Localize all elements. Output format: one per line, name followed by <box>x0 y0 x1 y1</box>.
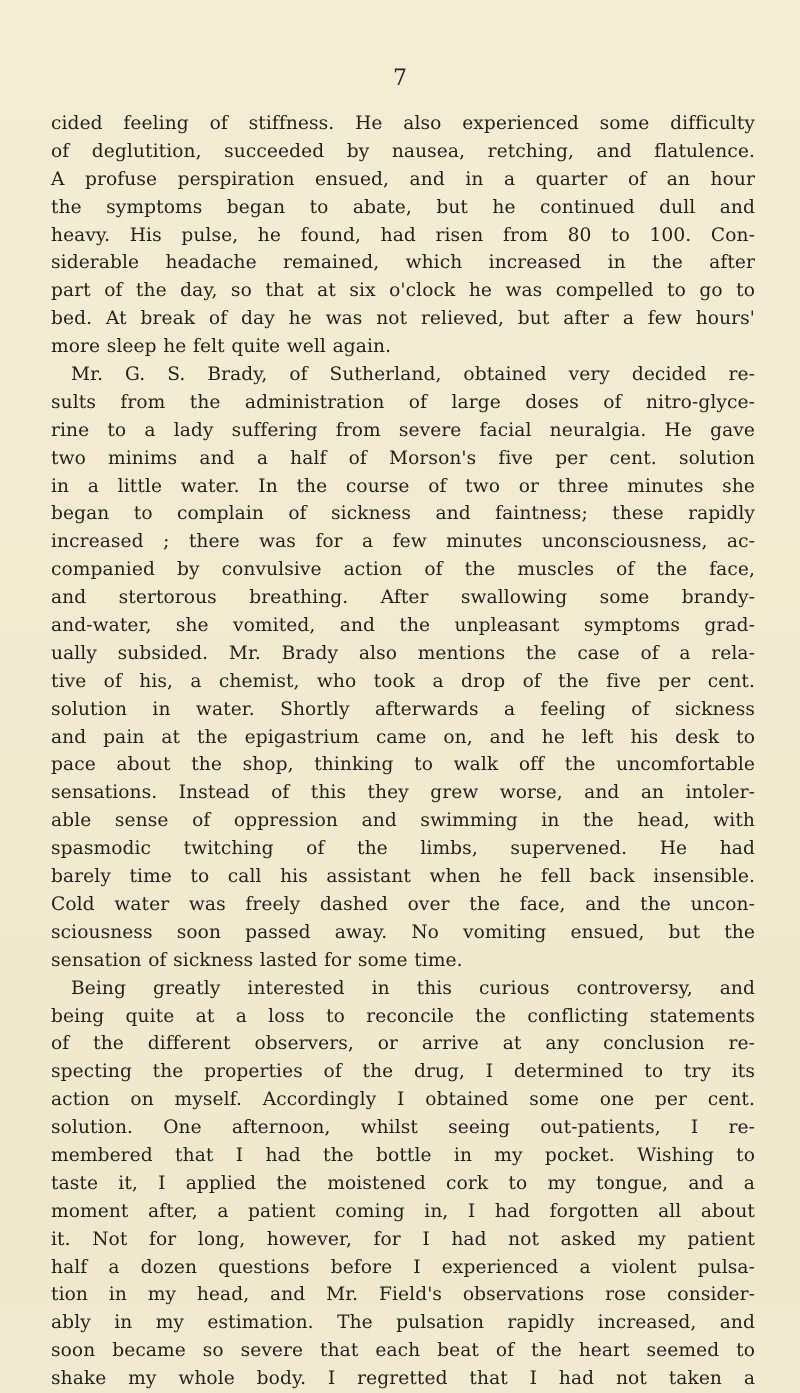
text-line: spasmodic twitching of the limbs, supervened. He had <box>51 838 755 860</box>
paragraph <box>51 110 755 361</box>
text-line: began to complain of sickness and faintness; these rapidly <box>51 503 755 525</box>
text-line: membered that I had the bottle in my pocket. Wishing to <box>51 1144 755 1166</box>
text-line: part of the day, so that at six o'clock he was compelled to go to <box>51 280 755 302</box>
text-line: ably in my estimation. The pulsation rapidly increased, and <box>51 1312 755 1334</box>
text-line: sensations. Instead of this they grew worse, and an intoler- <box>51 782 755 804</box>
paragraph <box>51 975 755 1393</box>
text-line: soon became so severe that each beat of the heart seemed to <box>51 1340 755 1362</box>
text-line: and pain at the epigastrium came on, and he left his desk to <box>51 726 755 748</box>
text-line: solution in water. Shortly afterwards a feeling of sickness <box>51 698 755 720</box>
text-line: being quite at a loss to reconcile the conflicting statements <box>51 1005 755 1027</box>
text-line: rine to a lady suffering from severe facial neuralgia. He gave <box>51 419 755 441</box>
paragraph <box>51 361 755 975</box>
text-line: Mr. G. S. Brady, of Sutherland, obtained very decided re- <box>71 364 755 386</box>
text-line: bed. At break of day he was not relieved, but after a few hours' <box>51 308 755 330</box>
text-line: of deglutition, succeeded by nausea, retching, and flatulence. <box>51 140 755 162</box>
text-line: action on myself. Accordingly I obtained some one per cent. <box>51 1089 755 1111</box>
text-line: taste it, I applied the moistened cork to my tongue, and a <box>51 1172 755 1194</box>
text-line: sciousness soon passed away. No vomiting ensued, but the <box>51 921 755 943</box>
text-line: siderable headache remained, which increased in the after <box>51 252 755 274</box>
text-line: Being greatly interested in this curious controversy, and <box>71 977 755 999</box>
text-line: A profuse perspiration ensued, and in a quarter of an hour <box>51 168 755 190</box>
text-line: heavy. His pulse, he found, had risen from 80 to 100. Con- <box>51 224 755 246</box>
text-line: pace about the shop, thinking to walk off the uncomfortable <box>51 754 755 776</box>
text-line: more sleep he felt quite well again. <box>51 336 392 358</box>
text-line: and stertorous breathing. After swallowing some brandy- <box>51 587 755 609</box>
text-line: shake my whole body. I regretted that I had not taken a <box>51 1368 755 1390</box>
text-line: Cold water was freely dashed over the face, and the uncon- <box>51 893 755 915</box>
text-line: of the different observers, or arrive at any conclusion re- <box>51 1033 755 1055</box>
text-line: the symptoms began to abate, but he continued dull and <box>51 196 755 218</box>
text-line: barely time to call his assistant when he fell back insensible. <box>51 866 755 888</box>
text-line: it. Not for long, however, for I had not asked my patient <box>51 1228 755 1250</box>
text-line: specting the properties of the drug, I determined to try its <box>51 1061 755 1083</box>
text-line: tion in my head, and Mr. Field's observations rose consider- <box>51 1284 755 1306</box>
text-line: cided feeling of stiffness. He also experienced some difficulty <box>51 113 755 134</box>
text-line: able sense of oppression and swimming in the head, with <box>51 810 755 832</box>
page-number: 7 <box>393 66 407 91</box>
text-line: moment after, a patient coming in, I had forgotten all about <box>51 1200 755 1222</box>
text-line: ually subsided. Mr. Brady also mentions the case of a rela- <box>51 642 755 664</box>
text-line: sensation of sickness lasted for some time. <box>51 949 463 971</box>
text-line: and-water, she vomited, and the unpleasant symptoms grad- <box>51 615 755 637</box>
text-line: tive of his, a chemist, who took a drop of the five per cent. <box>51 670 755 692</box>
text-line: solution. One afternoon, whilst seeing out-patients, I re- <box>51 1117 755 1139</box>
text-line: companied by convulsive action of the muscles of the face, <box>51 559 755 581</box>
text-line: in a little water. In the course of two or three minutes she <box>51 475 755 497</box>
body-text <box>51 110 755 1393</box>
text-line: half a dozen questions before I experienced a violent pulsa- <box>51 1256 755 1278</box>
text-line: two minims and a half of Morson's five per cent. solution <box>51 447 755 469</box>
text-line: increased ; there was for a few minutes unconsciousness, ac- <box>51 531 755 553</box>
text-line: sults from the administration of large doses of nitro-glyce- <box>51 391 755 413</box>
